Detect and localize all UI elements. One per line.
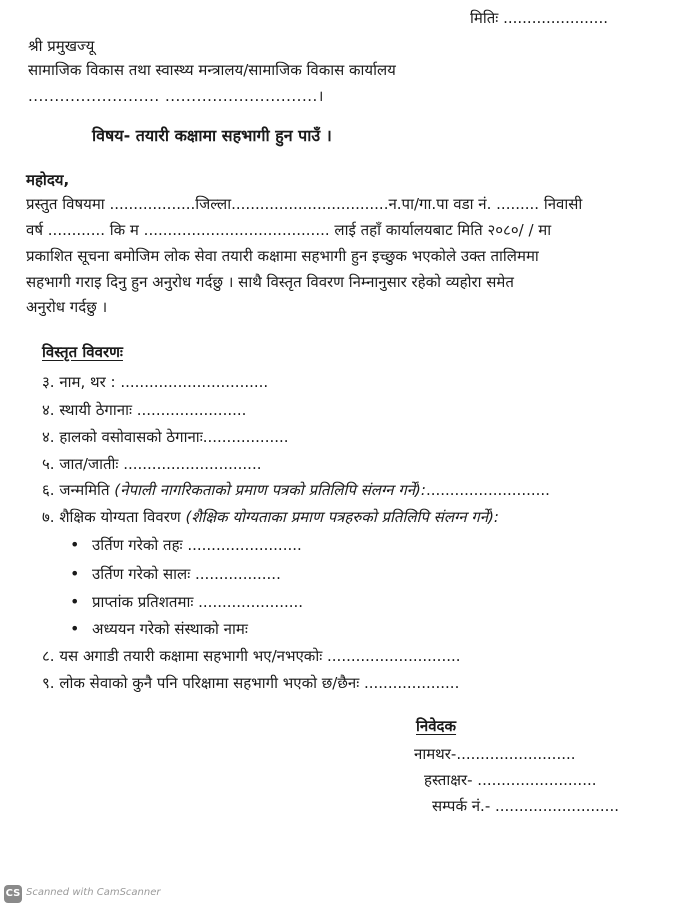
camscanner-logo-icon: CS [4,885,22,903]
body-line-4: सहभागी गराइ दिनु हुन अनुरोध गर्दछु । साथै विस्तृत विवरण निम्नानुसार रहेको व्यहोरा समेत [26,273,514,291]
detail-education [42,507,499,527]
detail-education-note: (शैक्षिक योग्यताका प्रमाण पत्रहरुको प्रतिलिपि संलग्न गर्ने): [185,508,499,526]
bullet-icon: • [70,535,80,554]
edu-year: उर्तिण गरेको सालः .................. [92,565,281,583]
signature-name: नामथर-......................... [414,745,576,763]
date-field: मितिः ...................... [470,9,608,27]
detail-caste: ५. जात/जातीः ............................. [42,455,262,473]
subject-line: विषय- तयारी कक्षामा सहभागी हुन पाउँ । [92,126,332,145]
detail-previous-class: ८. यस अगाडी तयारी कक्षामा सहभागी भए/नभएकोः ............................ [42,647,461,665]
body-line-2: वर्ष ............ कि म ....................................... लाई तहाँ कार्यालयबाट मिति २०८०/ / मा [26,221,552,239]
edu-institution: अध्ययन गरेको संस्थाको नामः [92,620,248,638]
body-line-3: प्रकाशित सूचना बमोजिम लोक सेवा तयारी कक्षामा सहभागी हुन इच्छुक भएकोले उक्त तालिममा [26,247,539,265]
detail-dob-label: ६. जन्ममिति [42,481,115,499]
detail-current-address: ४. हालको वसोवासको ठेगानाः.................. [42,428,289,446]
office-name: सामाजिक विकास तथा स्वास्थ्य मन्त्रालय/सामाजिक विकास कार्यालय [28,61,396,79]
detail-education-label: ७. शैक्षिक योग्यता विवरण [42,508,186,526]
bullet-icon: • [70,619,80,638]
body-line-5: अनुरोध गर्दछु । [26,298,108,316]
bullet-icon: • [70,564,80,583]
edu-percentage: प्राप्तांक प्रतिशतमाः ...................... [92,593,304,611]
body-line-1: प्रस्तुत विषयमा ..................जिल्ला.................................न.पा/गा.पा वडा नं. ......... निवासी [26,195,583,213]
bullet-icon: • [70,592,80,611]
greeting: महोदय, [26,171,70,189]
detail-dob-note: (नेपाली नागरिकताको प्रमाण पत्रको प्रतिलिपि संलग्न गर्ने): [114,481,426,499]
camscanner-watermark: Scanned with CamScanner [26,887,161,898]
detail-previous-exam: ९. लोक सेवाको कुनै पनि परिक्षामा सहभागी भएको छ/छैनः .................... [42,674,460,692]
detail-permanent-address: ४. स्थायी ठेगानाः ....................... [42,401,247,419]
detail-dob [42,480,550,500]
detail-name: ३. नाम, थर : ............................... [42,373,269,391]
detail-dob-dots: .......................... [425,481,550,499]
edu-level: उर्तिण गरेको तहः ........................ [92,536,302,554]
signature-contact: सम्पर्क नं.- .......................... [432,797,619,815]
signature-heading: निवेदक [416,717,457,735]
signature-sign: हस्ताक्षर- ......................... [424,771,597,789]
office-address: ......................... .............................। [28,87,324,105]
details-heading: विस्तृत विवरणः [42,343,123,361]
addressee: श्री प्रमुखज्यू [28,37,95,55]
